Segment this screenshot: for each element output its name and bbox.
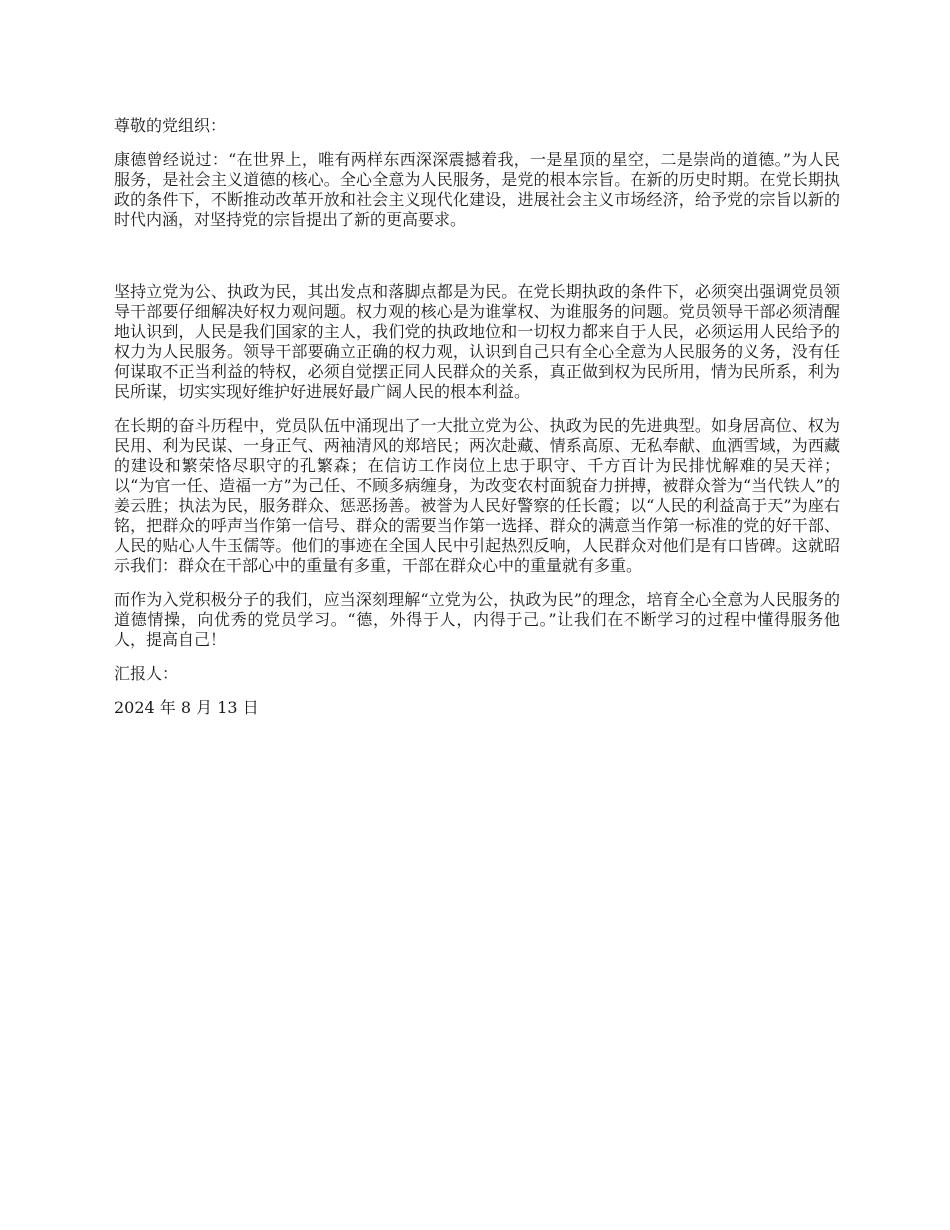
reporter-label: 汇报人： [114,664,179,683]
report-date: 2024 年 8 月 13 日 [114,698,259,717]
paragraph-role-models: 在长期的奋斗历程中，党员队伍中涌现出了一大批立党为公、执政为民的先进典型。如身居高位、权为民用、利为民谋、一身正气、两袖清风的郑培民；两次赴藏、情系高原、无私奉献、血洒雪域，为西藏的建设和繁荣恪尽职守的孔繁森；在信访工作岗位上忠于职守、千方百计为民排忧解难的吴天祥；以“为官一任、造福一方”为己任、不顾多病缠身，为改变农村面貌奋力拼搏，被群众誉为“当代铁人”的姜云胜；执法为民，服务群众、惩恶扬善。被誉为人民好警察的任长霞；以“人民的利益高于天”为座右铭，把群众的呼声当作第一信号、群众的需要当作第一选择、群众的满意当作第一标准的党的好干部、人民的贴心人牛玉儒等。他们的事迹在全国人民中引起热烈反响，人民群众对他们是有口皆碑。这就昭示我们：群众在干部心中的重量有多重，干部在群众心中的重量就有多重。 [114,416,840,575]
salutation: 尊敬的党组织： [114,116,227,135]
paragraph-spacer [114,244,840,282]
paragraph-conclusion: 而作为入党积极分子的我们，应当深刻理解“立党为公，执政为民”的理念，培育全心全意为人民服务的道德情操，向优秀的党员学习。“德，外得于人，内得于己。”让我们在不断学习的过程中懂得服务他人，提高自己！ [114,590,840,649]
paragraph-power-view: 坚持立党为公、执政为民，其出发点和落脚点都是为民。在党长期执政的条件下，必须突出强调党员领导干部要仔细解决好权力观问题。权力观的核心是为谁掌权、为谁服务的问题。党员领导干部必须清醒地认识到，人民是我们国家的主人，我们党的执政地位和一切权力都来自于人民，必须运用人民给予的权力为人民服务。领导干部要确立正确的权力观，认识到自己只有全心全意为人民服务的义务，没有任何谋取不正当利益的特权，必须自觉摆正同人民群众的关系，真正做到权为民所用，情为民所系，利为民所谋，切实实现好维护好进展好最广阔人民的根本利益。 [114,282,840,401]
paragraph-intro: 康德曾经说过：“在世界上，唯有两样东西深深震撼着我，一是星顶的星空，二是崇尚的道德。”为人民服务，是社会主义道德的核心。全心全意为人民服务，是党的根本宗旨。在新的历史时期。在党长期执政的条件下，不断推动改革开放和社会主义现代化建设，进展社会主义市场经济，给予党的宗旨以新的时代内涵，对坚持党的宗旨提出了新的更高要求。 [114,150,840,229]
letter-body [114,116,840,732]
